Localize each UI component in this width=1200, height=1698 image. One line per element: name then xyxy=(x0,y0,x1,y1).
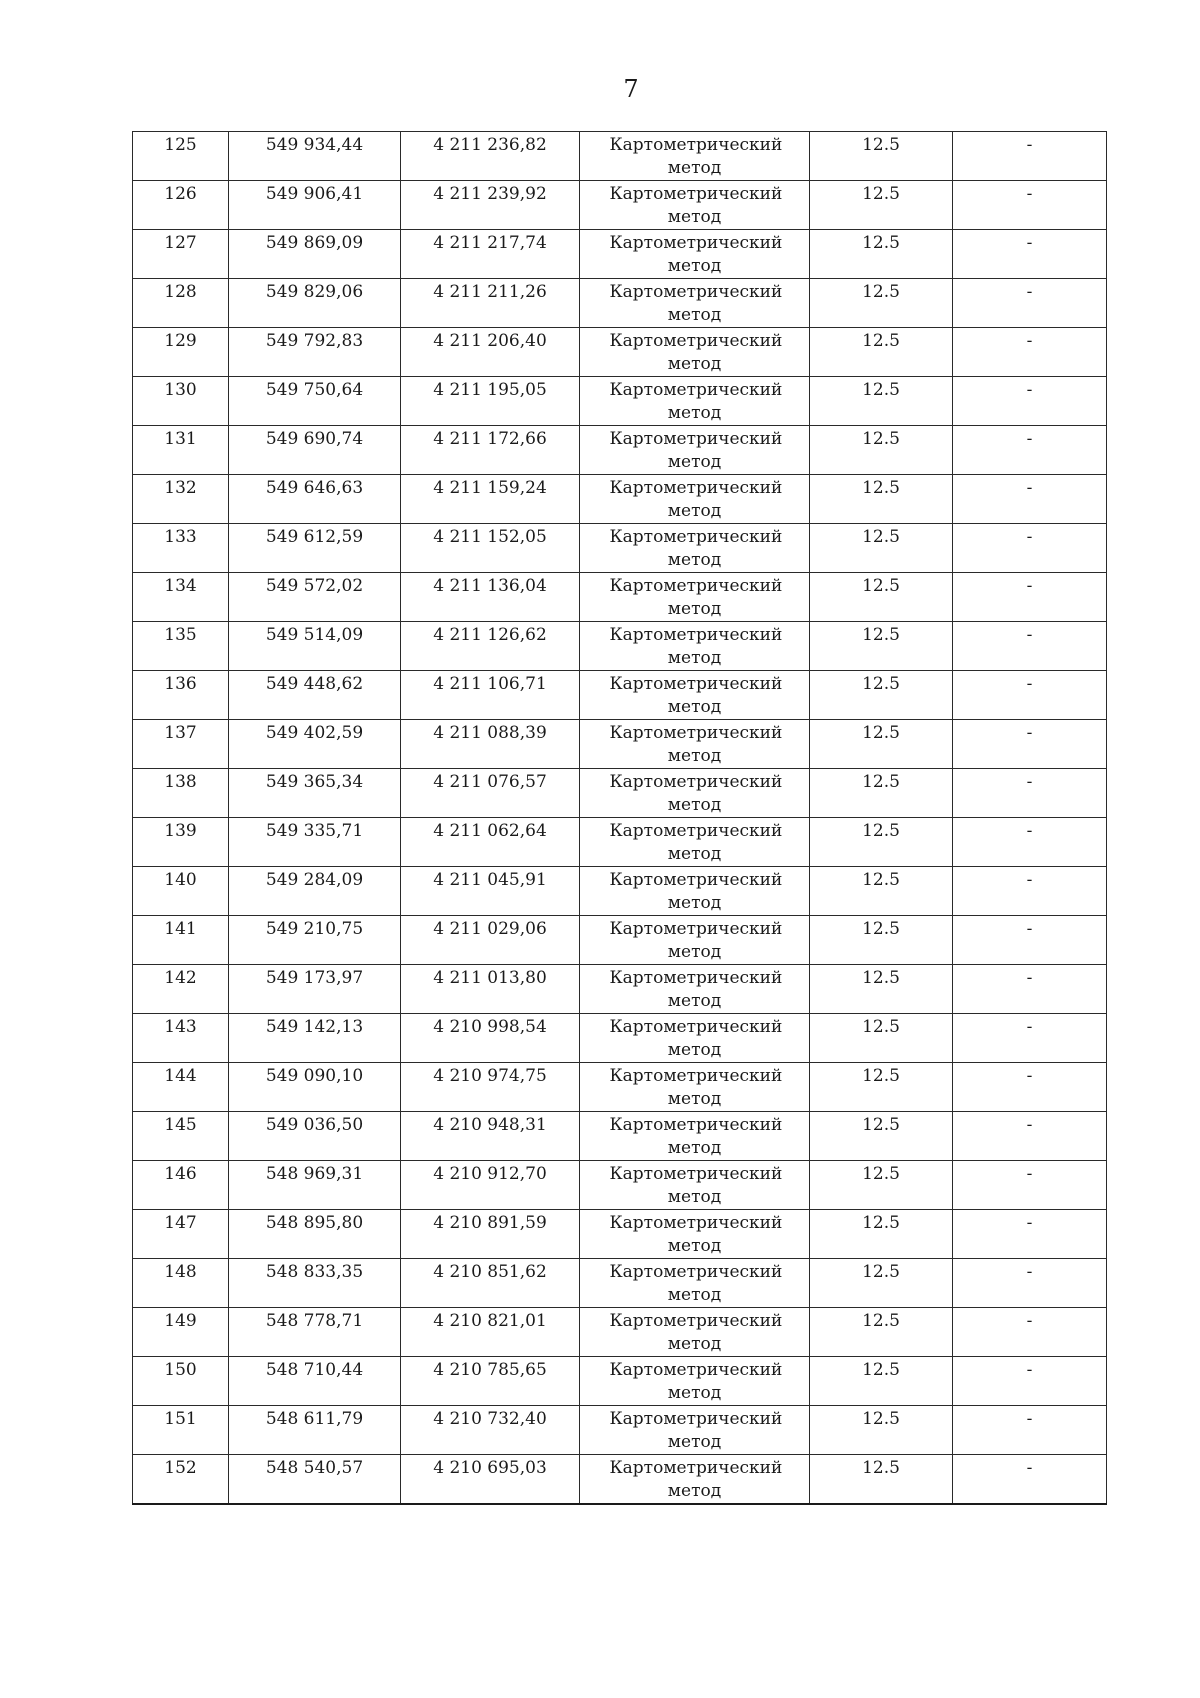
accuracy-cell: 12.5 xyxy=(810,475,953,524)
table-row xyxy=(133,1210,1107,1259)
y-coordinate-cell: 4 211 239,92 xyxy=(401,181,580,230)
accuracy-cell: 12.5 xyxy=(810,1406,953,1455)
point-number-cell: 130 xyxy=(133,377,229,426)
x-coordinate-cell: 549 514,09 xyxy=(229,622,401,671)
method-cell xyxy=(580,1161,810,1210)
y-coordinate-cell: 4 210 695,03 xyxy=(401,1455,580,1505)
note-cell: - xyxy=(953,573,1107,622)
table-row xyxy=(133,1161,1107,1210)
method-text: Картометрический метод xyxy=(609,1360,783,1403)
point-number-cell: 142 xyxy=(133,965,229,1014)
table-row xyxy=(133,1063,1107,1112)
method-cell xyxy=(580,1210,810,1259)
accuracy-cell: 12.5 xyxy=(810,279,953,328)
y-coordinate-cell: 4 211 029,06 xyxy=(401,916,580,965)
x-coordinate-cell: 549 906,41 xyxy=(229,181,401,230)
x-coordinate-cell: 548 611,79 xyxy=(229,1406,401,1455)
x-coordinate-cell: 549 869,09 xyxy=(229,230,401,279)
note-cell: - xyxy=(953,426,1107,475)
point-number-cell: 127 xyxy=(133,230,229,279)
note-cell: - xyxy=(953,132,1107,181)
y-coordinate-cell: 4 210 785,65 xyxy=(401,1357,580,1406)
note-cell: - xyxy=(953,867,1107,916)
table-row xyxy=(133,328,1107,377)
point-number-cell: 148 xyxy=(133,1259,229,1308)
point-number-cell: 135 xyxy=(133,622,229,671)
accuracy-cell: 12.5 xyxy=(810,1308,953,1357)
note-cell: - xyxy=(953,475,1107,524)
table-row xyxy=(133,1406,1107,1455)
method-cell xyxy=(580,916,810,965)
method-cell xyxy=(580,181,810,230)
note-cell: - xyxy=(953,1014,1107,1063)
point-number-cell: 139 xyxy=(133,818,229,867)
method-cell xyxy=(580,769,810,818)
y-coordinate-cell: 4 211 088,39 xyxy=(401,720,580,769)
accuracy-cell: 12.5 xyxy=(810,1357,953,1406)
x-coordinate-cell: 549 142,13 xyxy=(229,1014,401,1063)
note-cell: - xyxy=(953,1406,1107,1455)
table-row xyxy=(133,132,1107,181)
point-number-cell: 134 xyxy=(133,573,229,622)
table-row xyxy=(133,181,1107,230)
point-number-cell: 143 xyxy=(133,1014,229,1063)
method-text: Картометрический метод xyxy=(609,576,783,619)
point-number-cell: 133 xyxy=(133,524,229,573)
accuracy-cell: 12.5 xyxy=(810,328,953,377)
point-number-cell: 136 xyxy=(133,671,229,720)
accuracy-cell: 12.5 xyxy=(810,1259,953,1308)
x-coordinate-cell: 548 540,57 xyxy=(229,1455,401,1505)
point-number-cell: 137 xyxy=(133,720,229,769)
point-number-cell: 145 xyxy=(133,1112,229,1161)
y-coordinate-cell: 4 210 974,75 xyxy=(401,1063,580,1112)
point-number-cell: 126 xyxy=(133,181,229,230)
note-cell: - xyxy=(953,818,1107,867)
note-cell: - xyxy=(953,965,1107,1014)
note-cell: - xyxy=(953,622,1107,671)
accuracy-cell: 12.5 xyxy=(810,132,953,181)
y-coordinate-cell: 4 210 821,01 xyxy=(401,1308,580,1357)
method-cell xyxy=(580,622,810,671)
method-text: Картометрический метод xyxy=(609,478,783,521)
point-number-cell: 128 xyxy=(133,279,229,328)
method-text: Картометрический метод xyxy=(609,233,783,276)
accuracy-cell: 12.5 xyxy=(810,1014,953,1063)
method-text: Картометрический метод xyxy=(609,184,783,227)
method-text: Картометрический метод xyxy=(609,1262,783,1305)
table-row xyxy=(133,916,1107,965)
table-row xyxy=(133,867,1107,916)
accuracy-cell: 12.5 xyxy=(810,1063,953,1112)
table-row xyxy=(133,1112,1107,1161)
table-row xyxy=(133,622,1107,671)
note-cell: - xyxy=(953,328,1107,377)
x-coordinate-cell: 549 365,34 xyxy=(229,769,401,818)
note-cell: - xyxy=(953,279,1107,328)
x-coordinate-cell: 549 829,06 xyxy=(229,279,401,328)
method-text: Картометрический метод xyxy=(609,1458,783,1501)
table-row xyxy=(133,1014,1107,1063)
y-coordinate-cell: 4 211 062,64 xyxy=(401,818,580,867)
method-cell xyxy=(580,1308,810,1357)
note-cell: - xyxy=(953,1210,1107,1259)
x-coordinate-cell: 549 934,44 xyxy=(229,132,401,181)
page-number: 7 xyxy=(623,75,639,103)
method-text: Картометрический метод xyxy=(609,527,783,570)
y-coordinate-cell: 4 210 948,31 xyxy=(401,1112,580,1161)
method-cell xyxy=(580,867,810,916)
accuracy-cell: 12.5 xyxy=(810,1455,953,1505)
point-number-cell: 140 xyxy=(133,867,229,916)
point-number-cell: 151 xyxy=(133,1406,229,1455)
y-coordinate-cell: 4 211 172,66 xyxy=(401,426,580,475)
note-cell: - xyxy=(953,1357,1107,1406)
method-text: Картометрический метод xyxy=(609,723,783,766)
method-cell xyxy=(580,1406,810,1455)
y-coordinate-cell: 4 211 236,82 xyxy=(401,132,580,181)
point-number-cell: 141 xyxy=(133,916,229,965)
x-coordinate-cell: 549 572,02 xyxy=(229,573,401,622)
method-text: Картометрический метод xyxy=(609,919,783,962)
note-cell: - xyxy=(953,524,1107,573)
y-coordinate-cell: 4 211 211,26 xyxy=(401,279,580,328)
y-coordinate-cell: 4 211 013,80 xyxy=(401,965,580,1014)
method-text: Картометрический метод xyxy=(609,772,783,815)
x-coordinate-cell: 549 690,74 xyxy=(229,426,401,475)
x-coordinate-cell: 549 090,10 xyxy=(229,1063,401,1112)
point-number-cell: 152 xyxy=(133,1455,229,1505)
y-coordinate-cell: 4 211 045,91 xyxy=(401,867,580,916)
point-number-cell: 146 xyxy=(133,1161,229,1210)
method-cell xyxy=(580,279,810,328)
method-cell xyxy=(580,1357,810,1406)
point-number-cell: 149 xyxy=(133,1308,229,1357)
method-text: Картометрический метод xyxy=(609,1213,783,1256)
method-cell xyxy=(580,230,810,279)
method-cell xyxy=(580,328,810,377)
method-cell xyxy=(580,720,810,769)
x-coordinate-cell: 548 895,80 xyxy=(229,1210,401,1259)
method-text: Картометрический метод xyxy=(609,380,783,423)
x-coordinate-cell: 549 036,50 xyxy=(229,1112,401,1161)
table-row xyxy=(133,475,1107,524)
y-coordinate-cell: 4 211 217,74 xyxy=(401,230,580,279)
note-cell: - xyxy=(953,720,1107,769)
accuracy-cell: 12.5 xyxy=(810,377,953,426)
point-number-cell: 147 xyxy=(133,1210,229,1259)
table-row xyxy=(133,769,1107,818)
y-coordinate-cell: 4 211 076,57 xyxy=(401,769,580,818)
note-cell: - xyxy=(953,916,1107,965)
note-cell: - xyxy=(953,671,1107,720)
note-cell: - xyxy=(953,769,1107,818)
table-row xyxy=(133,377,1107,426)
y-coordinate-cell: 4 211 159,24 xyxy=(401,475,580,524)
method-text: Картометрический метод xyxy=(609,1164,783,1207)
point-number-cell: 132 xyxy=(133,475,229,524)
method-text: Картометрический метод xyxy=(609,1409,783,1452)
method-cell xyxy=(580,377,810,426)
method-text: Картометрический метод xyxy=(609,1311,783,1354)
method-cell xyxy=(580,1014,810,1063)
method-text: Картометрический метод xyxy=(609,674,783,717)
note-cell: - xyxy=(953,1063,1107,1112)
accuracy-cell: 12.5 xyxy=(810,867,953,916)
method-text: Картометрический метод xyxy=(609,135,783,178)
accuracy-cell: 12.5 xyxy=(810,1210,953,1259)
y-coordinate-cell: 4 211 195,05 xyxy=(401,377,580,426)
point-number-cell: 129 xyxy=(133,328,229,377)
x-coordinate-cell: 548 710,44 xyxy=(229,1357,401,1406)
method-cell xyxy=(580,1112,810,1161)
y-coordinate-cell: 4 211 152,05 xyxy=(401,524,580,573)
table-row xyxy=(133,965,1107,1014)
point-number-cell: 150 xyxy=(133,1357,229,1406)
y-coordinate-cell: 4 211 136,04 xyxy=(401,573,580,622)
method-cell xyxy=(580,524,810,573)
accuracy-cell: 12.5 xyxy=(810,524,953,573)
accuracy-cell: 12.5 xyxy=(810,622,953,671)
x-coordinate-cell: 549 750,64 xyxy=(229,377,401,426)
method-text: Картометрический метод xyxy=(609,968,783,1011)
note-cell: - xyxy=(953,181,1107,230)
method-cell xyxy=(580,475,810,524)
method-cell xyxy=(580,965,810,1014)
x-coordinate-cell: 548 969,31 xyxy=(229,1161,401,1210)
x-coordinate-cell: 549 335,71 xyxy=(229,818,401,867)
x-coordinate-cell: 549 646,63 xyxy=(229,475,401,524)
coordinates-table-body xyxy=(133,132,1107,1505)
accuracy-cell: 12.5 xyxy=(810,965,953,1014)
x-coordinate-cell: 549 210,75 xyxy=(229,916,401,965)
accuracy-cell: 12.5 xyxy=(810,230,953,279)
accuracy-cell: 12.5 xyxy=(810,1161,953,1210)
method-cell xyxy=(580,1259,810,1308)
table-row xyxy=(133,1308,1107,1357)
method-cell xyxy=(580,1063,810,1112)
method-text: Картометрический метод xyxy=(609,1115,783,1158)
table-row xyxy=(133,1455,1107,1505)
method-cell xyxy=(580,573,810,622)
method-text: Картометрический метод xyxy=(609,1066,783,1109)
point-number-cell: 144 xyxy=(133,1063,229,1112)
x-coordinate-cell: 549 284,09 xyxy=(229,867,401,916)
table-row xyxy=(133,524,1107,573)
accuracy-cell: 12.5 xyxy=(810,426,953,475)
coordinates-table xyxy=(132,131,1107,1505)
method-text: Картометрический метод xyxy=(609,282,783,325)
note-cell: - xyxy=(953,1161,1107,1210)
y-coordinate-cell: 4 210 912,70 xyxy=(401,1161,580,1210)
method-text: Картометрический метод xyxy=(609,821,783,864)
note-cell: - xyxy=(953,1308,1107,1357)
accuracy-cell: 12.5 xyxy=(810,181,953,230)
accuracy-cell: 12.5 xyxy=(810,720,953,769)
table-row xyxy=(133,1357,1107,1406)
y-coordinate-cell: 4 210 851,62 xyxy=(401,1259,580,1308)
accuracy-cell: 12.5 xyxy=(810,818,953,867)
method-cell xyxy=(580,818,810,867)
table-row xyxy=(133,573,1107,622)
x-coordinate-cell: 549 448,62 xyxy=(229,671,401,720)
point-number-cell: 125 xyxy=(133,132,229,181)
table-row xyxy=(133,818,1107,867)
method-text: Картометрический метод xyxy=(609,429,783,472)
accuracy-cell: 12.5 xyxy=(810,769,953,818)
x-coordinate-cell: 549 173,97 xyxy=(229,965,401,1014)
table-row xyxy=(133,279,1107,328)
point-number-cell: 138 xyxy=(133,769,229,818)
method-text: Картометрический метод xyxy=(609,331,783,374)
y-coordinate-cell: 4 211 126,62 xyxy=(401,622,580,671)
accuracy-cell: 12.5 xyxy=(810,573,953,622)
x-coordinate-cell: 549 402,59 xyxy=(229,720,401,769)
x-coordinate-cell: 548 778,71 xyxy=(229,1308,401,1357)
y-coordinate-cell: 4 211 106,71 xyxy=(401,671,580,720)
accuracy-cell: 12.5 xyxy=(810,671,953,720)
note-cell: - xyxy=(953,230,1107,279)
table-row xyxy=(133,671,1107,720)
table-row xyxy=(133,720,1107,769)
table-row xyxy=(133,426,1107,475)
method-cell xyxy=(580,132,810,181)
method-cell xyxy=(580,671,810,720)
note-cell: - xyxy=(953,1455,1107,1505)
y-coordinate-cell: 4 210 998,54 xyxy=(401,1014,580,1063)
note-cell: - xyxy=(953,377,1107,426)
table-row xyxy=(133,1259,1107,1308)
table-row xyxy=(133,230,1107,279)
method-text: Картометрический метод xyxy=(609,870,783,913)
method-text: Картометрический метод xyxy=(609,625,783,668)
x-coordinate-cell: 549 792,83 xyxy=(229,328,401,377)
method-text: Картометрический метод xyxy=(609,1017,783,1060)
method-cell xyxy=(580,426,810,475)
accuracy-cell: 12.5 xyxy=(810,916,953,965)
x-coordinate-cell: 549 612,59 xyxy=(229,524,401,573)
x-coordinate-cell: 548 833,35 xyxy=(229,1259,401,1308)
y-coordinate-cell: 4 210 732,40 xyxy=(401,1406,580,1455)
note-cell: - xyxy=(953,1259,1107,1308)
method-cell xyxy=(580,1455,810,1505)
point-number-cell: 131 xyxy=(133,426,229,475)
accuracy-cell: 12.5 xyxy=(810,1112,953,1161)
y-coordinate-cell: 4 211 206,40 xyxy=(401,328,580,377)
y-coordinate-cell: 4 210 891,59 xyxy=(401,1210,580,1259)
note-cell: - xyxy=(953,1112,1107,1161)
